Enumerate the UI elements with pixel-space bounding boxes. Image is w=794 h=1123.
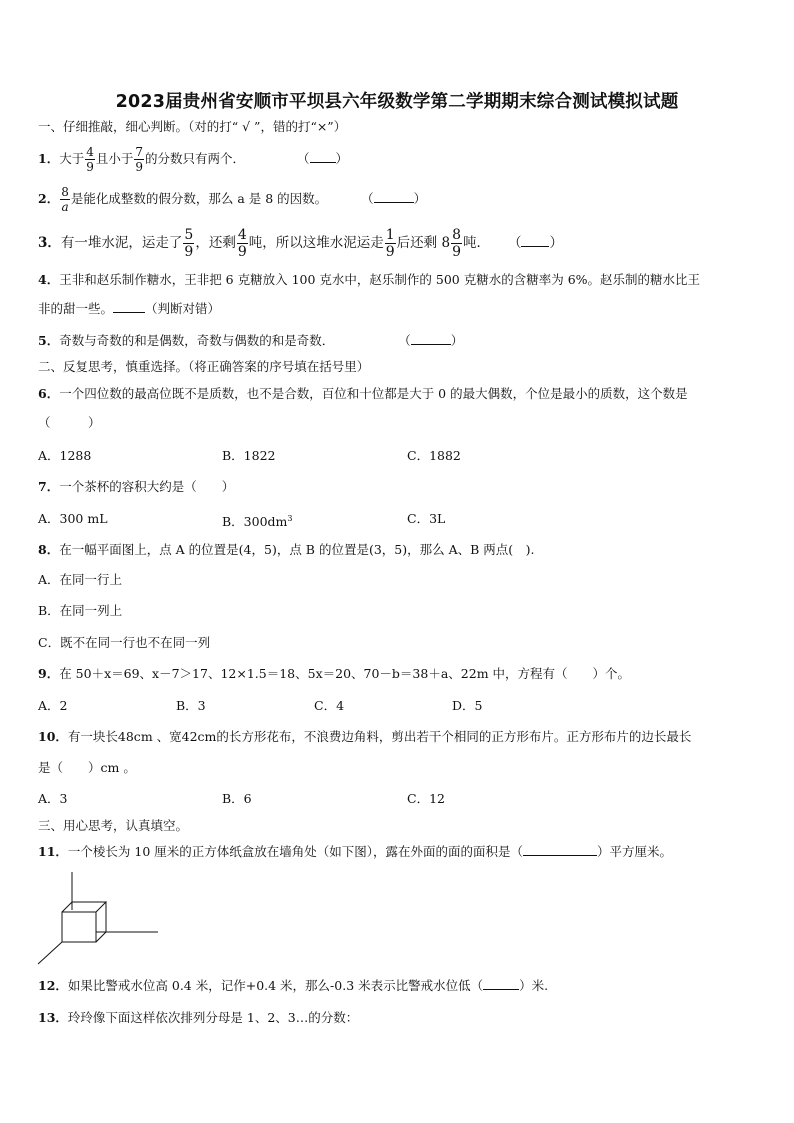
fraction: $\frac{8}{9}$	[452, 227, 461, 260]
question-4	[38, 271, 700, 289]
question-number: 5．	[38, 333, 60, 348]
option-c[interactable]: C．1882	[407, 448, 461, 463]
question-number: 9．	[38, 666, 60, 681]
fraction: $\frac{4}{9}$	[86, 145, 94, 174]
question-13	[38, 1009, 358, 1027]
question-number: 1．	[38, 151, 60, 166]
option-a[interactable]: A．1288	[38, 448, 92, 463]
section-2-heading: 二、反复思考，慎重选择。（将正确答案的序号填在括号里）	[38, 359, 370, 374]
question-text: ，还剩	[195, 235, 236, 251]
option-c[interactable]: C．4	[314, 698, 345, 713]
page-title: 2023届贵州省安顺市平坝县六年级数学第二学期期末综合测试模拟试题	[115, 92, 679, 112]
option-a[interactable]: A．2	[38, 698, 68, 713]
option-b[interactable]: B．6	[222, 791, 252, 806]
question-10-cont: 是（ ）cm 。	[38, 760, 136, 775]
question-text: 一个茶杯的容积大约是（ ）	[59, 479, 235, 494]
question-number: 11．	[38, 844, 68, 859]
section-1-heading: 一、仔细推敲，细心判断。（对的打“ √ ”，错的打“×”）	[38, 119, 347, 134]
question-9	[38, 665, 630, 683]
question-10	[38, 728, 691, 746]
question-6	[38, 385, 688, 403]
question-text: 非的甜一些。	[38, 301, 114, 316]
answer-blank[interactable]	[521, 234, 549, 247]
question-12	[38, 977, 548, 995]
option-c[interactable]: C．3L	[407, 511, 446, 526]
question-number: 10．	[38, 729, 68, 744]
section-3-heading: 三、用心思考，认真填空。	[38, 818, 189, 833]
question-text: 的分数只有两个．	[145, 151, 246, 166]
question-text: 吨．	[462, 235, 490, 251]
question-number: 13．	[38, 1010, 68, 1025]
question-text: 如果比警戒水位高 0.4 米，记作+0.4 米，那么-0.3 米表示比警戒水位低（	[67, 978, 484, 993]
question-text: 后还剩 8	[396, 235, 451, 251]
option-c[interactable]: C．12	[407, 791, 445, 806]
option-c[interactable]: C．既不在同一行也不在同一列	[38, 635, 211, 650]
question-text: 吨，所以这堆水泥运走	[248, 235, 384, 251]
question-number: 2．	[38, 191, 60, 206]
question-1: 1．大于 $\frac{4}{9}$ 且小于 $\frac{7}{9}$ 的分数只有两个． （ ）	[38, 145, 349, 174]
question-number: 6．	[38, 386, 60, 401]
question-text: 大于	[59, 151, 85, 166]
question-text: 有一堆水泥，运走了	[60, 235, 183, 251]
question-6-paren: （ ）	[38, 415, 101, 430]
fraction: $\frac{5}{9}$	[184, 227, 194, 260]
fraction: $\frac{1}{9}$	[385, 227, 395, 260]
question-text: ）平方厘米。	[597, 844, 673, 859]
fraction: $\frac{7}{9}$	[135, 145, 144, 174]
question-number: 4．	[38, 272, 60, 287]
option-b[interactable]: B．1822	[222, 448, 276, 463]
option-d[interactable]: D．5	[452, 698, 483, 713]
question-text: 在 50＋x＝69、x－7＞17、12×1.5＝18、5x＝20、70－b＝38＋a、22m 中，方程有（ ）个。	[59, 666, 631, 681]
option-b[interactable]: B．$300dm^3$	[222, 514, 293, 530]
question-number: 7．	[38, 479, 60, 494]
question-text: 王非和赵乐制作糖水，王非把 6 克糖放入 100 克水中，赵乐制作的 500 克糖水的含糖率为 6%。赵乐制的糖水比王	[59, 272, 701, 287]
option-b[interactable]: B．3	[176, 698, 206, 713]
cube-in-corner-diagram	[36, 872, 166, 968]
question-7	[38, 478, 234, 496]
question-text: 在一幅平面图上，点 A 的位置是(4，5)，点 B 的位置是(3，5)，那么 A、B 两点( ).	[59, 542, 535, 557]
answer-blank[interactable]	[374, 190, 414, 203]
question-text: 一个四位数的最高位既不是质数，也不是合数，百位和十位都是大于 0 的最大偶数，个位是最小的质数，这个数是	[59, 386, 688, 401]
answer-blank[interactable]	[113, 300, 145, 313]
fraction: $\frac{4}{9}$	[237, 227, 247, 260]
option-a[interactable]: A．在同一行上	[38, 572, 123, 587]
question-5: 5．奇数与奇数的和是偶数，奇数与偶数的和是奇数． （ ）	[38, 333, 464, 348]
question-number: 12．	[38, 978, 68, 993]
answer-blank[interactable]	[310, 150, 336, 163]
question-text: 有一块长48cm 、宽42cm的长方形花布，不浪费边角料，剪出若干个相同的正方形布片。正方形布片的边长最长	[67, 729, 692, 744]
question-number: 8．	[38, 542, 60, 557]
question-text: ）米.	[519, 978, 549, 993]
question-3: 3．有一堆水泥，运走了 $\frac{5}{9}$ ，还剩 $\frac{4}{9}$ 吨，所以这堆水泥运走 $\frac{1}{9}$ 后还剩 8 $\frac{8}{9}$ 吨． （ ）	[38, 227, 563, 260]
answer-blank[interactable]	[483, 977, 519, 990]
option-b[interactable]: B．在同一列上	[38, 603, 123, 618]
question-text: 一个棱长为 10 厘米的正方体纸盒放在墙角处（如下图），露在外面的面的面积是（	[67, 844, 524, 859]
question-8	[38, 541, 535, 559]
question-11	[38, 843, 672, 861]
answer-blank[interactable]	[411, 332, 451, 345]
option-a[interactable]: A．300 mL	[38, 511, 108, 526]
question-text: 且小于	[95, 151, 134, 166]
question-2: 2． $\frac{8}{a}$ 是能化成整数的假分数，那么 a 是 8 的因数。 （ ）	[38, 185, 427, 214]
option-a[interactable]: A．3	[38, 791, 68, 806]
question-4-cont	[38, 300, 220, 318]
question-text: 是能化成整数的假分数，那么 a 是 8 的因数。	[70, 191, 328, 206]
fraction: $\frac{8}{a}$	[61, 185, 69, 214]
answer-blank[interactable]	[523, 843, 597, 856]
question-number: 3．	[38, 235, 61, 251]
question-text: （判断对错）	[145, 301, 221, 316]
question-text: 玲玲像下面这样依次排列分母是 1、2、3…的分数：	[67, 1010, 359, 1025]
question-text: 奇数与奇数的和是偶数，奇数与偶数的和是奇数．	[59, 333, 335, 348]
